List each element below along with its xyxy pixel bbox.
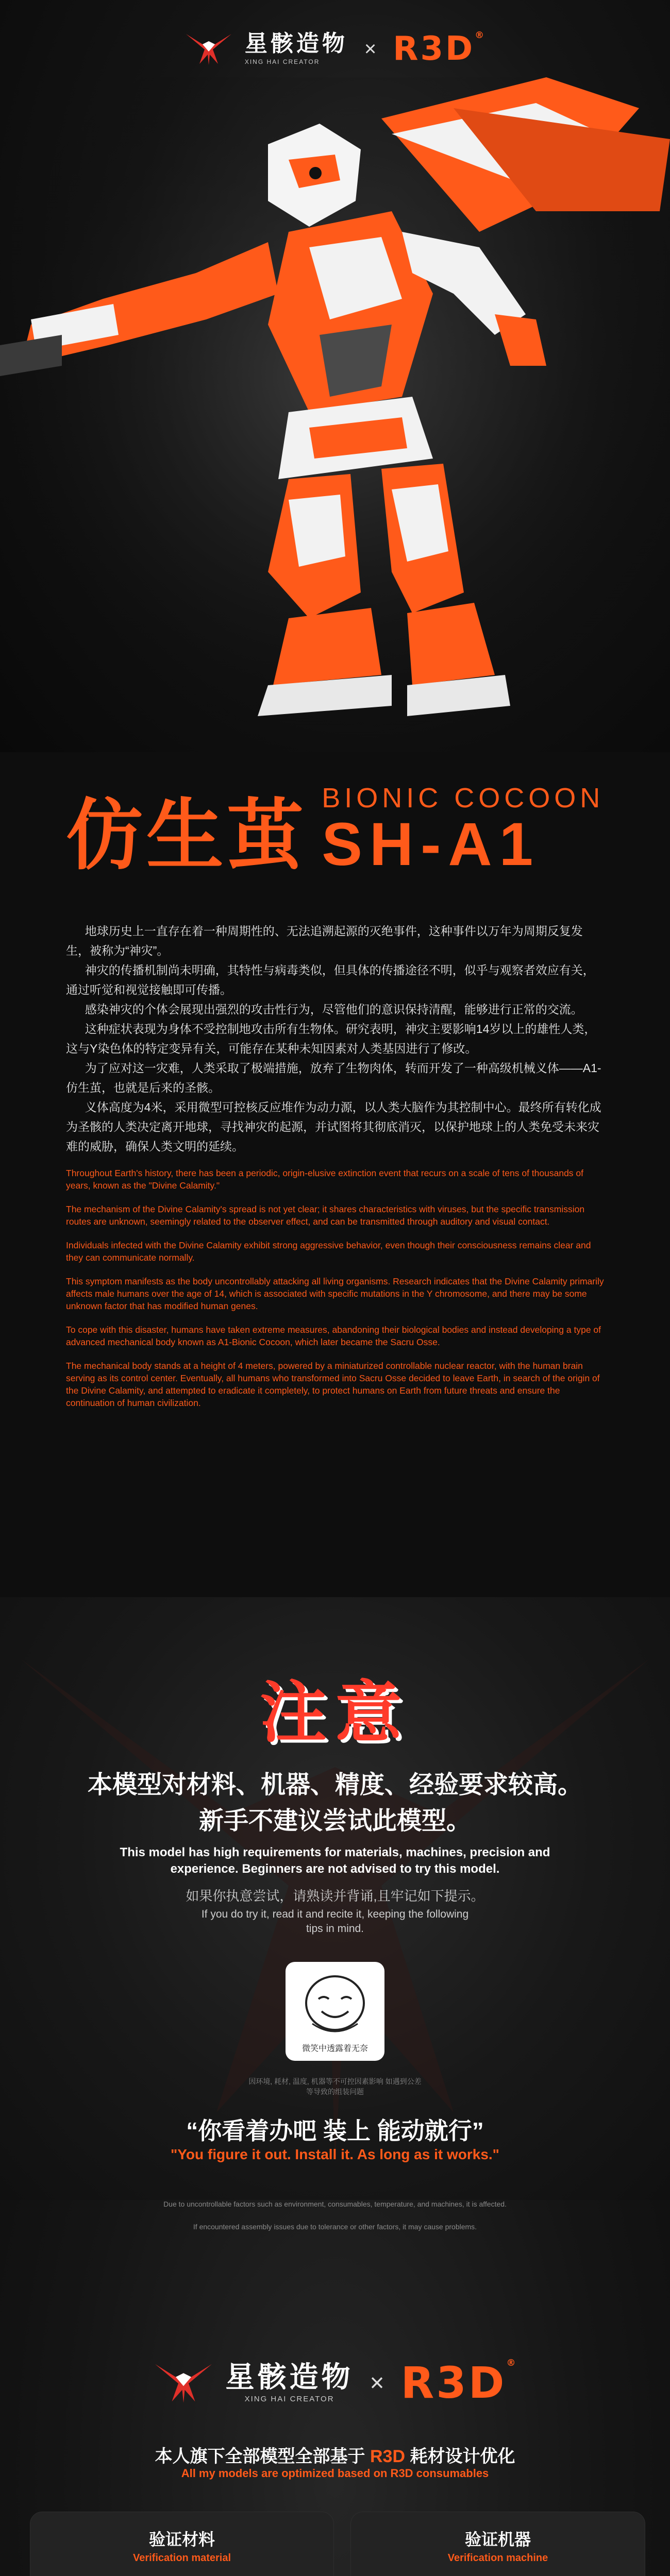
product-title <box>0 773 670 884</box>
brand-header <box>0 21 670 77</box>
notice-section <box>0 1597 670 2200</box>
spec-heading-brand: R3D <box>370 2447 406 2466</box>
registered-mark: ® <box>475 30 487 41</box>
story-cn-paragraph: 这种症状表现为身体不受控制地攻击所有生物体。研究表明，神灾主要影响14岁以上的雄性人类，这与Y染色体的特定变异有关，可能存在某种未知因素对人类基因进行了修改。 <box>66 1022 596 1055</box>
brand-text <box>225 2360 354 2403</box>
brand-name-cn: 星骸造物 <box>225 2360 354 2393</box>
spec-heading-prefix: 本人旗下全部模型全部基于 <box>155 2447 365 2466</box>
story-cn-paragraph: 感染神灾的个体会展现出强烈的攻击性行为，尽管他们的意识保持清醒，能够进行正常的交流。 <box>85 1003 583 1016</box>
r3d-logo <box>401 2358 518 2408</box>
notice-quote-en: "You figure it out. Install it. As long as it works." <box>171 2146 499 2162</box>
notice-title: 注意 <box>259 1675 410 1750</box>
story-cn-paragraph: 地球历史上一直存在着一种周期性的、无法追溯起源的灭绝事件，这种事件以万年为周期反复发生，被称为“神灾”。 <box>66 924 583 957</box>
r3d-text: R3D <box>393 30 475 68</box>
spec-heading <box>0 2442 670 2467</box>
story-en-paragraph: Throughout Earth's history, there has been a periodic, origin-elusive extinction event that recurs on a scale of tens of thousands of years, known as the "Divine Calamity." <box>66 1168 584 1191</box>
brand-times: × <box>364 37 377 60</box>
story-en-paragraph: The mechanical body stands at a height of 4 meters, powered by a miniaturized controllable nuclear reactor, with the human brain serving as its control center. Eventually, all humans who transformed into Sacru Osse decided to leave Earth, in search of the origin of the Divine Calamity, and attempted to eradicate it completely, to protect humans on Earth from future threats and ensure the continuation of human civilization. <box>66 1361 600 1408</box>
story-cn-paragraph: 神灾的传播机制尚未明确，其特性与病毒类似，但具体的传播途径不明，似乎与观察者效应有关，通过听觉和视觉接触即可传播。 <box>66 963 595 996</box>
spec-heading-suffix: 耗材设计优化 <box>410 2447 515 2466</box>
meme-caption: 微笑中透露着无奈 <box>301 2043 368 2053</box>
story-cn-text <box>66 921 606 1156</box>
story-cn-paragraph: 义体高度为4米，采用微型可控核反应堆作为动力源，以人类大脑作为其控制中心。最终所有转化成为圣骸的人类决定离开地球，寻找神灾的起源，并试图将其彻底消灭，以保护地球上的人类免受未来灾难的威胁，确保人类文明的延续。 <box>66 1100 601 1153</box>
registered-mark: ® <box>506 2358 518 2368</box>
notice-small-2: Due to uncontrollable factors such as environment, consumables, temperature, and machines, it is affected. <box>163 2200 507 2208</box>
brand-name-cn: 星骸造物 <box>244 31 348 56</box>
notice-en-2: If you do try it, read it and recite it, keeping the following tips in mind. <box>201 1908 469 1935</box>
story-section <box>0 752 670 1597</box>
brand-times: × <box>370 2369 384 2397</box>
notice-line-1: 本模型对材料、机器、精度、经验要求较高。 <box>87 1771 582 1799</box>
machines-panel <box>350 2512 645 2576</box>
machines-title: 验证机器 <box>464 2530 531 2549</box>
notice-small-1: 因环境, 耗材, 温度, 机器等不可控因素影响 如遇到公差等导致的组装问题 <box>248 2077 422 2096</box>
hero-section <box>0 0 670 752</box>
title-cn: 仿生茧 <box>65 792 307 878</box>
story-en-text <box>66 1167 606 1420</box>
brand-name-en: XING HAI CREATOR <box>244 58 320 65</box>
mecha-figure-image <box>0 77 670 747</box>
story-en-paragraph: To cope with this disaster, humans have taken extreme measures, abandoning their biological bodies and instead developing a type of advanced mechanical body known as A1-Bionic Cocoon, which later became the Sacru Osse. <box>66 1325 601 1347</box>
story-cn-paragraph: 为了应对这一灾难，人类采取了极端措施，放弃了生物肉体，转而开发了一种高级机械义体——A1-仿生茧，也就是后来的圣骸。 <box>66 1061 601 1094</box>
story-en-paragraph: Individuals infected with the Divine Calamity exhibit strong aggressive behavior, even though their consciousness remains clear and they can communicate normally. <box>66 1240 591 1263</box>
xinghai-logo-icon <box>184 31 233 67</box>
machines-title-en: Verification machine <box>447 2552 548 2564</box>
materials-panel <box>30 2512 334 2576</box>
title-en-block <box>322 782 605 878</box>
notice-quote-cn: “你看着办吧 装上 能动就行” <box>186 2117 484 2144</box>
spec-section <box>0 2200 670 2576</box>
r3d-logo <box>393 30 486 68</box>
title-en-model: SH-A1 <box>322 810 541 878</box>
r3d-text: R3D <box>400 2358 507 2408</box>
materials-title-en: Verification material <box>132 2552 231 2564</box>
story-en-paragraph: The mechanism of the Divine Calamity's spread is not yet clear; it shares characteristics with viruses, but the specific transmission routes are unknown, seemingly related to the observer effect, and can be transmitted through auditory and visual contact. <box>66 1204 585 1227</box>
brand-text <box>245 32 348 65</box>
brand-name-en: XING HAI CREATOR <box>244 2394 334 2403</box>
brand-footer <box>0 2352 670 2414</box>
meme-image <box>286 1962 384 2061</box>
xinghai-logo-icon <box>153 2360 214 2405</box>
story-en-paragraph: This symptom manifests as the body uncontrollably attacking all living organisms. Research indicates that the Divine Calamity primarily affects male humans over the age of 14, which is associated with specific mutations in the Y chromosome, and there may be some unknown factor that has modified human genes. <box>66 1276 604 1311</box>
notice-en: This model has high requirements for materials, machines, precision and experience. Beginners are not advised to try this model. <box>120 1845 550 1876</box>
spec-heading-en: All my models are optimized based on R3D consumables <box>181 2467 489 2480</box>
notice-line-2: 新手不建议尝试此模型。 <box>198 1807 471 1835</box>
title-en-top: BIONIC COCOON <box>322 783 605 814</box>
notice-small-3: If encountered assembly issues due to tolerance or other factors, it may cause problems. <box>193 2223 477 2231</box>
materials-title: 验证材料 <box>148 2530 215 2549</box>
notice-cn-2: 如果你执意尝试，请熟读并背诵,且牢记如下提示。 <box>186 1888 484 1904</box>
